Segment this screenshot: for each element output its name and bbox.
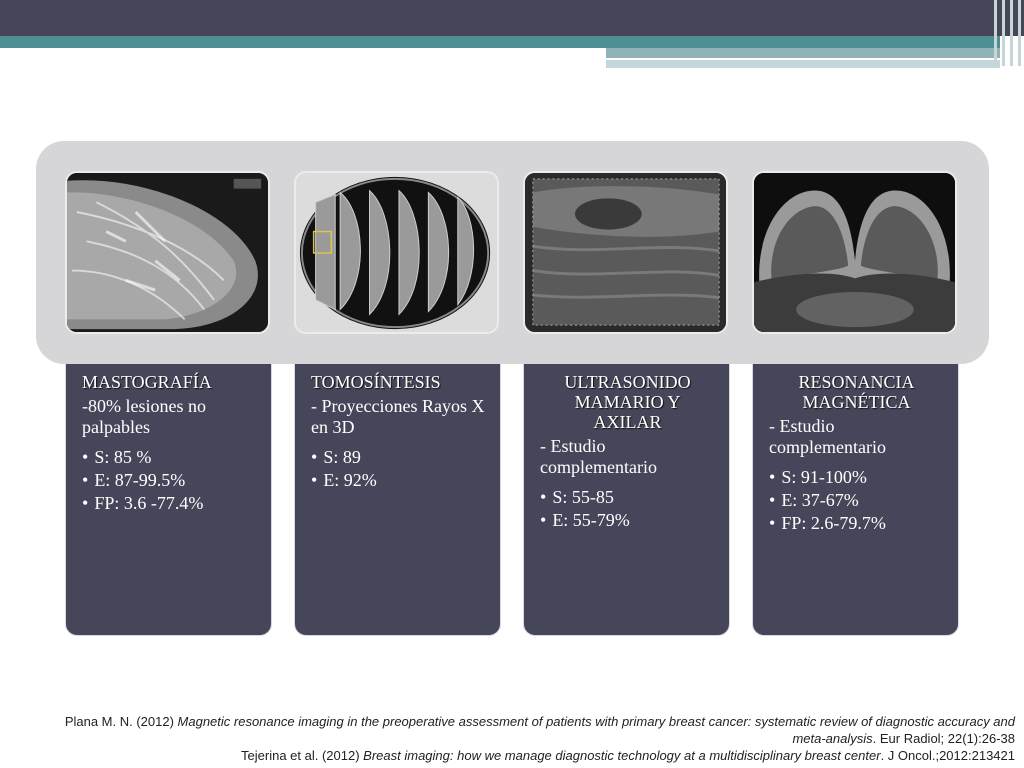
bullet-item: • FP: 3.6 -77.4% [82,492,257,515]
bullet-item: • S: 55-85 [540,486,715,509]
bullet-item: • E: 87-99.5% [82,469,257,492]
card-title: RESONANCIA MAGNÉTICA [798,372,915,412]
reference-author: Tejerina et al. (2012) [241,748,364,763]
breast-mri-image [752,171,957,334]
card-bullet-list [311,446,486,492]
card-description: - Proyecciones Rayos X en 3D [311,396,485,437]
decor-line [1002,0,1005,66]
card-mastografia [65,364,272,636]
bullet-item: • S: 91-100% [769,466,944,489]
mammography-image [65,171,270,334]
card-bullet-list [769,466,944,535]
bullet-item: • FP: 2.6-79.7% [769,512,944,535]
card-ultrasonido [523,364,730,636]
card-title: ULTRASONIDO MAMARIO Y AXILAR [564,372,691,432]
card-tomosintesis [294,364,501,636]
reference-source: . J Oncol.;2012:213421 [880,748,1015,763]
card-resonancia [752,364,959,636]
references [30,713,1015,764]
card-title: MASTOGRAFÍA [82,372,212,392]
bullet-item: • E: 37-67% [769,489,944,512]
reference-title: Breast imaging: how we manage diagnostic technology at a multidisciplinary breast center [363,748,881,763]
card-bullet-list [540,486,715,532]
card-description: -80% lesiones no palpables [82,396,206,437]
tomosynthesis-image [294,171,499,334]
decor-line [1010,0,1013,66]
reference-source: . Eur Radiol; 22(1):26-38 [872,731,1015,746]
decor-line [1018,0,1021,66]
reference-1 [30,713,1015,747]
header-bar [0,0,1024,36]
bullet-item: • S: 85 % [82,446,257,469]
bullet-item: • E: 55-79% [540,509,715,532]
bullet-item: • E: 92% [311,469,486,492]
card-bullet-list [82,446,257,515]
decor-line [994,0,997,66]
card-description: - Estudio complementario [769,416,886,457]
ultrasound-image [523,171,728,334]
reference-author: Plana M. N. (2012) [64,714,178,729]
card-description: - Estudio complementario [540,436,657,477]
card-title: TOMOSÍNTESIS [311,372,441,392]
reference-2 [30,747,1015,764]
accent-stripe-light [606,48,1000,58]
reference-title: Magnetic resonance imaging in the preoperative assessment of patients with primary breast cancer: systematic review of diagnostic accuracy and meta-analysis [177,714,1015,746]
bullet-item: • S: 89 [311,446,486,469]
accent-stripe [0,36,1000,48]
accent-stripe-lighter [606,60,1000,68]
